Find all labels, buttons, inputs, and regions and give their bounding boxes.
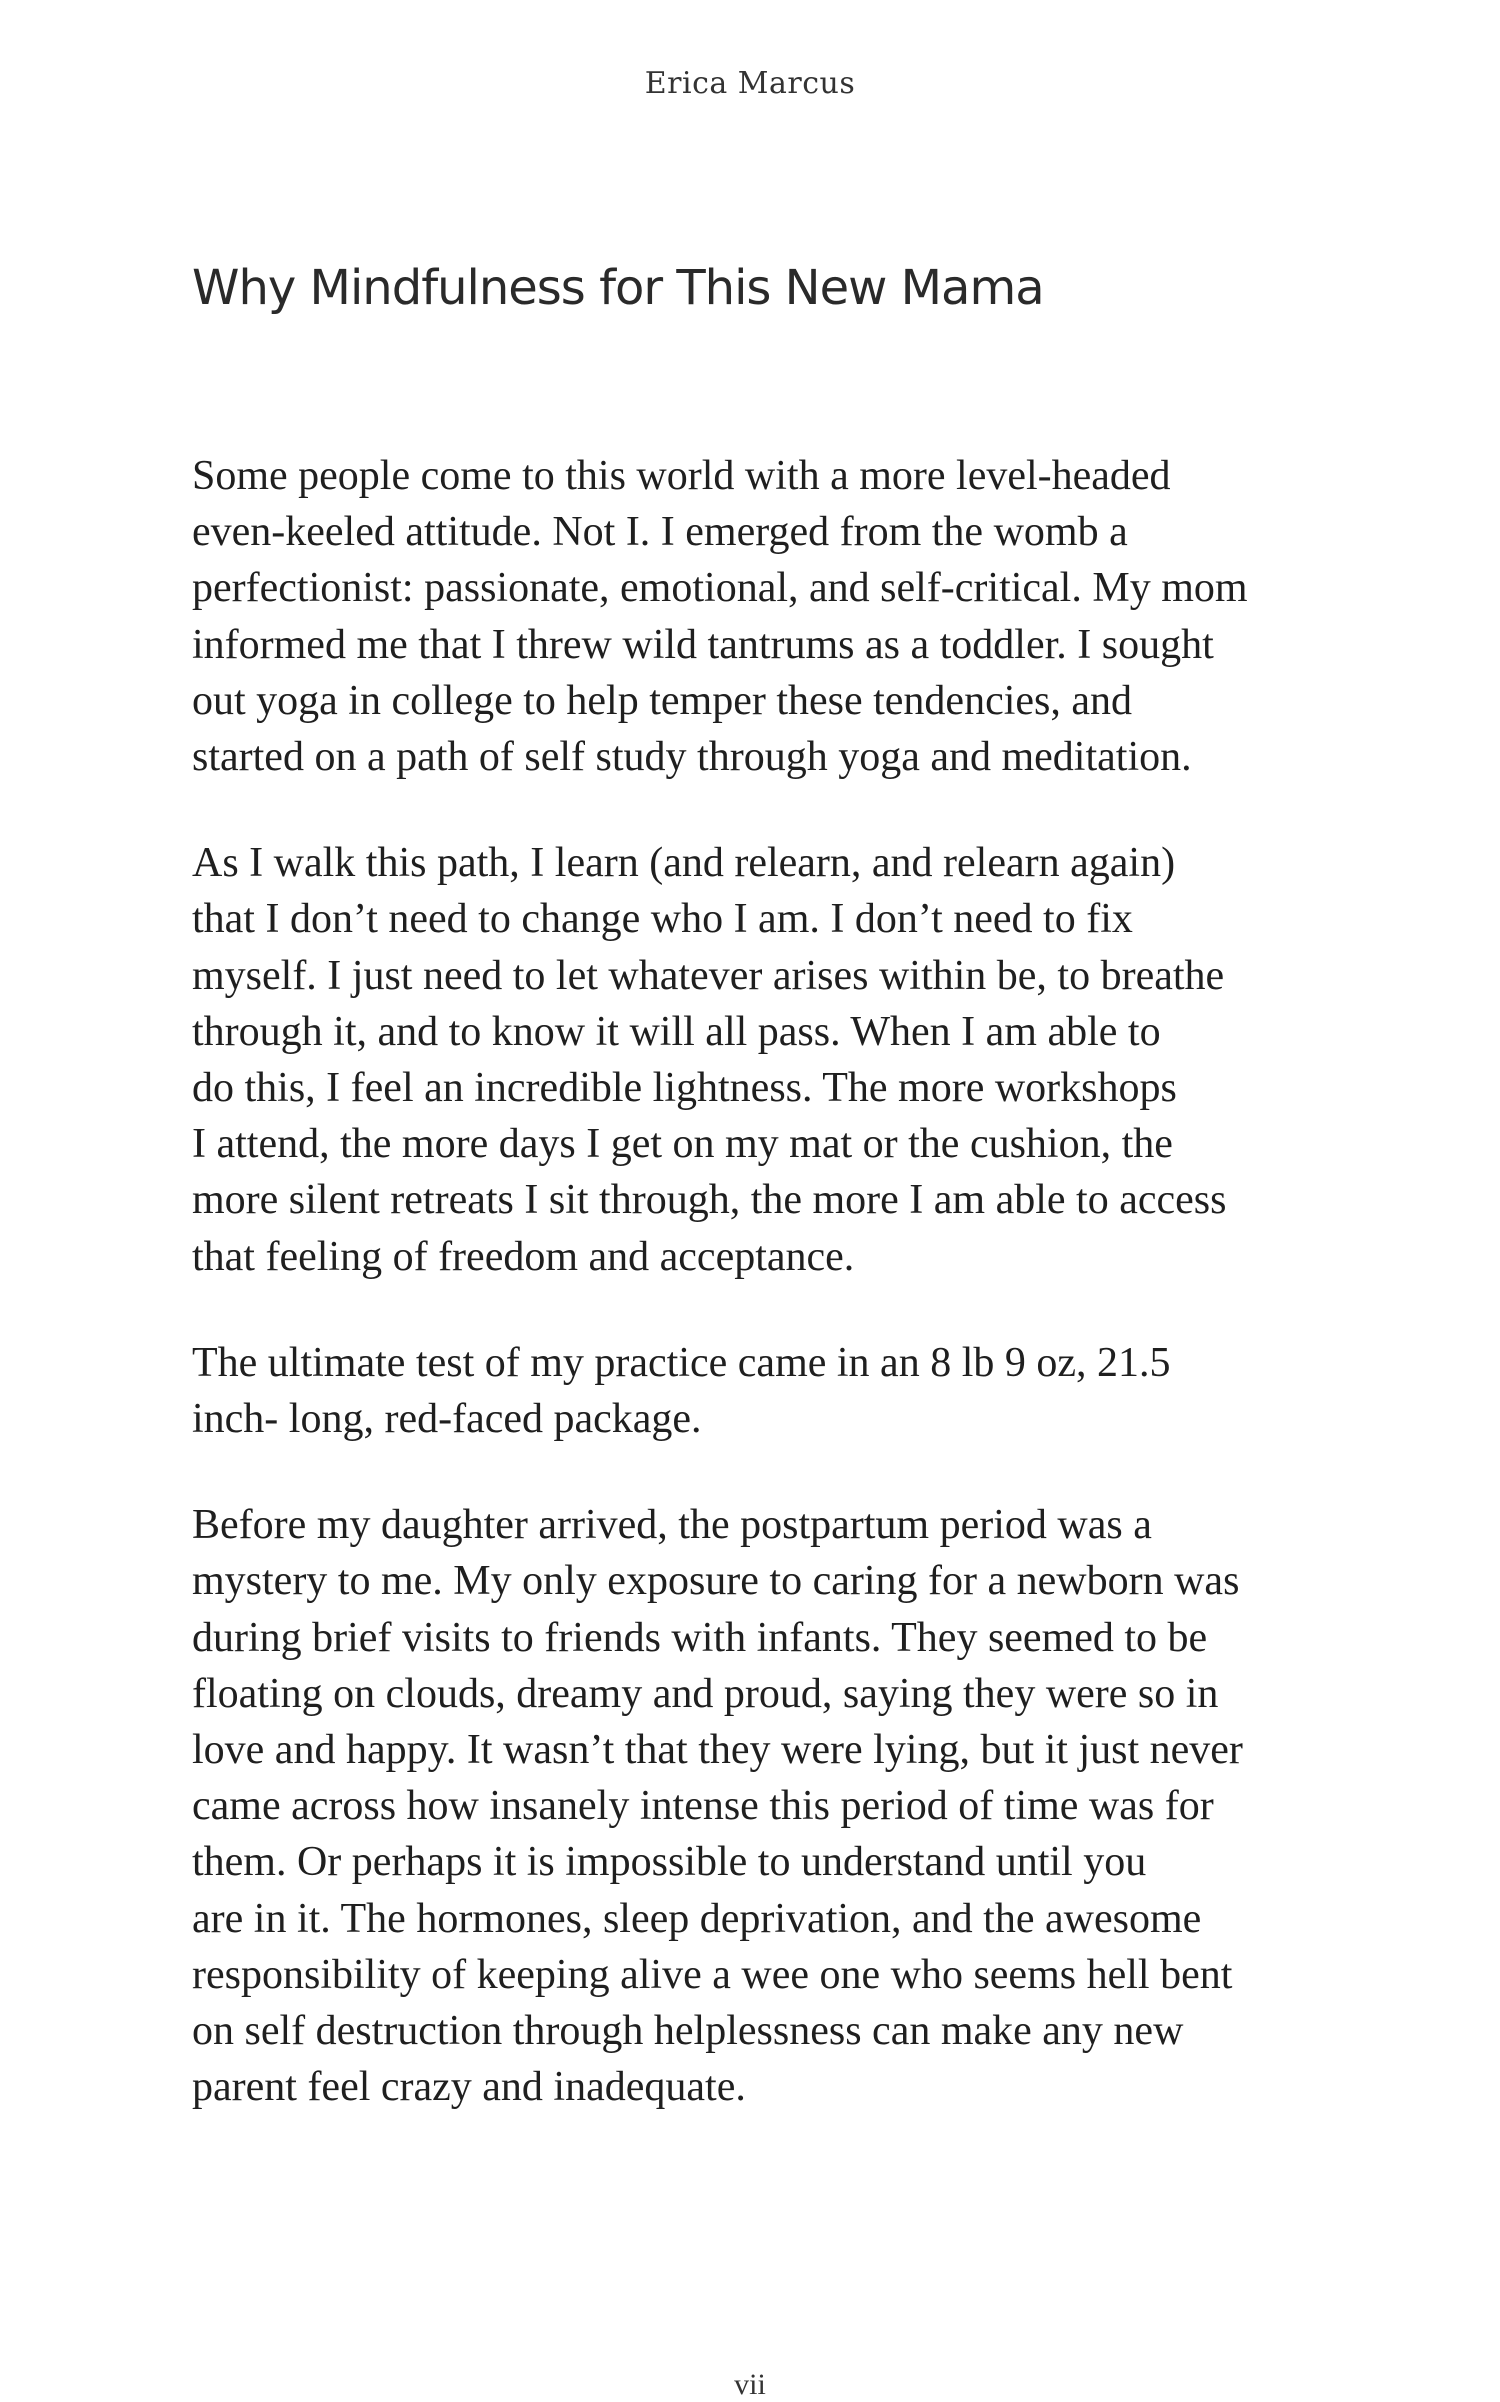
text-line: As I walk this path, I learn (and relearn, and relearn again) — [192, 840, 1176, 887]
page-number: vii — [734, 2368, 766, 2401]
text-line: love and happy. It wasn’t that they were lying, but it just never — [192, 1727, 1243, 1774]
text-line: perfectionist: passionate, emotional, and self-critical. My mom — [192, 565, 1248, 612]
text-line: inch- long, red-faced package. — [192, 1396, 702, 1443]
text-line: mystery to me. My only exposure to caring for a newborn was — [192, 1558, 1240, 1605]
text-line: that feeling of freedom and acceptance. — [192, 1233, 855, 1280]
text-line: I attend, the more days I get on my mat or the cushion, the — [192, 1121, 1173, 1168]
text-line: The ultimate test of my practice came in an 8 lb 9 oz, 21.5 — [192, 1339, 1171, 1386]
text-line: are in it. The hormones, sleep deprivation, and the awesome — [192, 1895, 1202, 1942]
text-line: Some people come to this world with a more level-headed — [192, 453, 1171, 499]
text-line: myself. I just need to let whatever arises within be, to breathe — [192, 952, 1225, 999]
text-line: started on a path of self study through yoga and meditation. — [192, 734, 1192, 781]
text-line: informed me that I threw wild tantrums as a toddler. I sought — [192, 621, 1214, 668]
text-line: more silent retreats I sit through, the more I am able to access — [192, 1177, 1227, 1224]
text-line: came across how insanely intense this period of time was for — [192, 1783, 1214, 1830]
text-line: even-keeled attitude. Not I. I emerged from the womb a — [192, 509, 1128, 556]
text-line: that I don’t need to change who I am. I don’t need to fix — [192, 896, 1133, 943]
paragraph — [192, 448, 1342, 785]
chapter-title: Why Mindfulness for This New Mama — [192, 260, 1044, 316]
text-line: floating on clouds, dreamy and proud, saying they were so in — [192, 1670, 1219, 1717]
text-line: on self destruction through helplessness can make any new — [192, 2008, 1184, 2055]
text-line: during brief visits to friends with infants. They seemed to be — [192, 1614, 1208, 1661]
paragraph — [192, 1335, 1342, 1447]
paragraph — [192, 835, 1342, 1285]
body-text — [192, 448, 1342, 2115]
text-line: out yoga in college to help temper these tendencies, and — [192, 677, 1133, 724]
text-line: responsibility of keeping alive a wee one who seems hell bent — [192, 1951, 1233, 1998]
paragraph — [192, 1497, 1342, 2115]
text-line: them. Or perhaps it is impossible to understand until you — [192, 1839, 1147, 1886]
text-line: do this, I feel an incredible lightness. The more workshops — [192, 1065, 1177, 1112]
text-line: Before my daughter arrived, the postpartum period was a — [192, 1502, 1152, 1549]
text-line: through it, and to know it will all pass. When I am able to — [192, 1008, 1161, 1055]
running-head-author: Erica Marcus — [644, 66, 856, 101]
text-line: parent feel crazy and inadequate. — [192, 2064, 746, 2111]
